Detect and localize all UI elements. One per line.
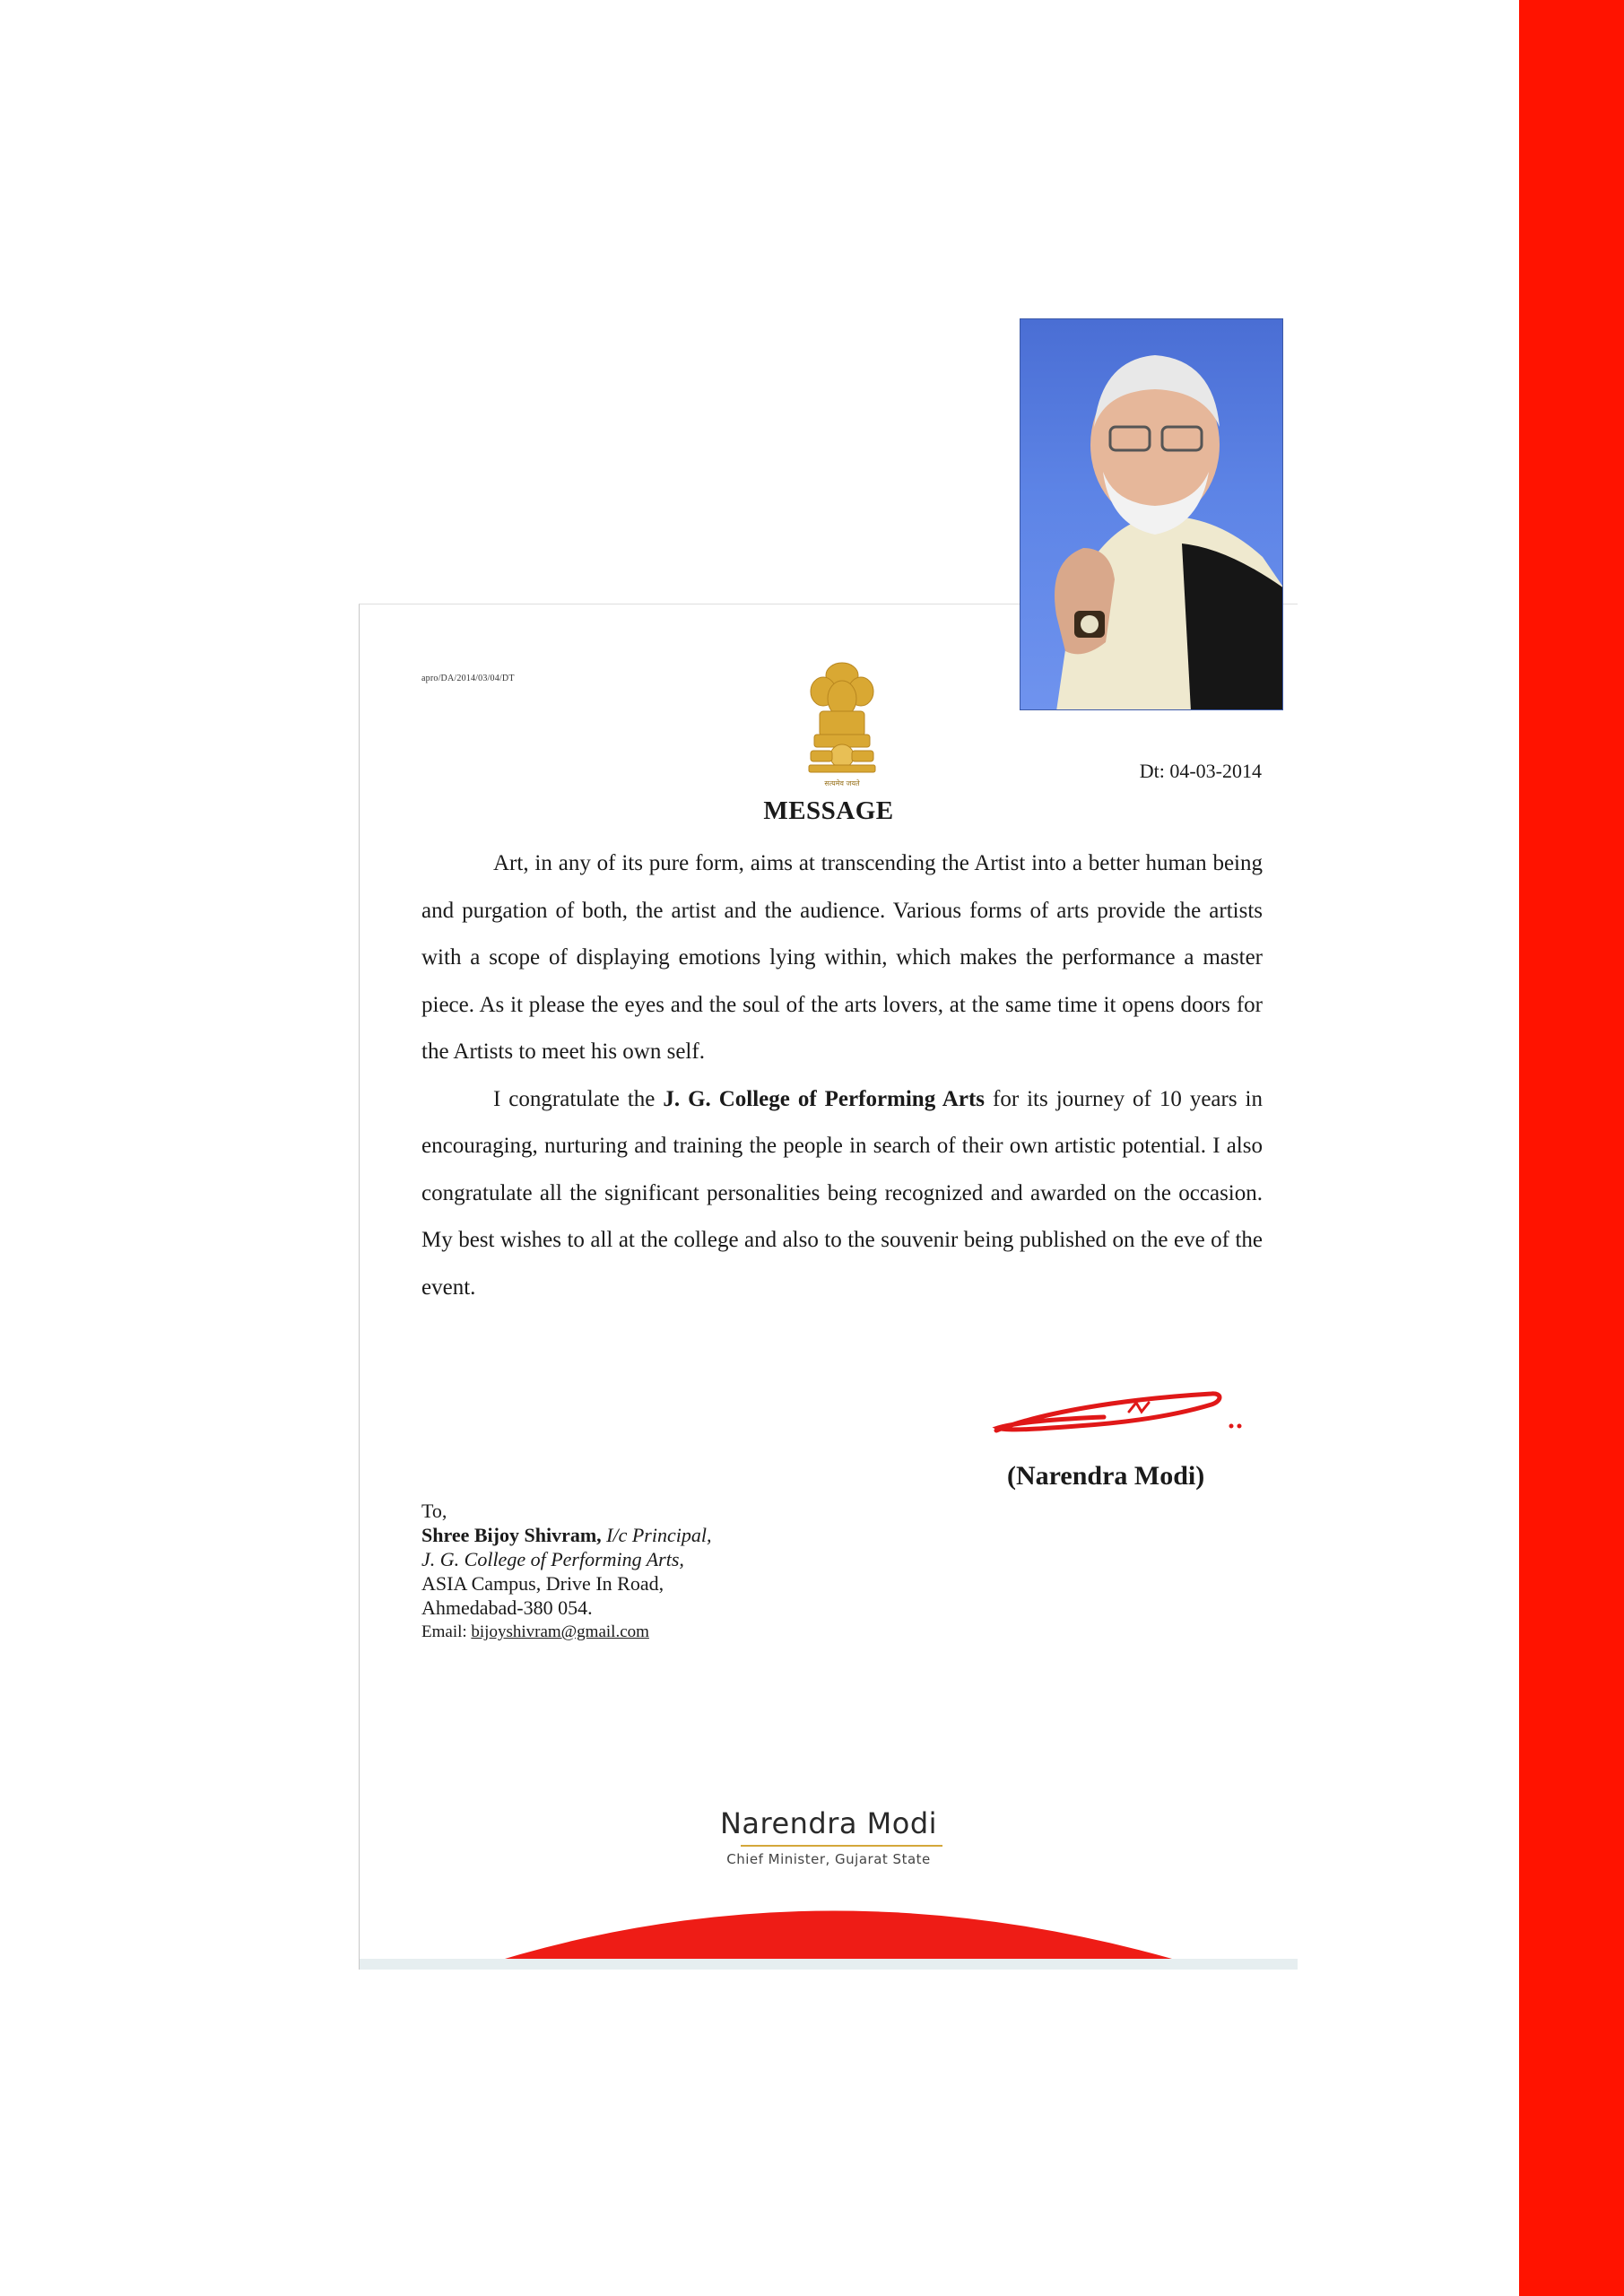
address-recipient-line <box>421 1523 711 1547</box>
letter-page <box>359 604 1298 1970</box>
recipient-college: J. G. College of Performing Arts, <box>421 1548 684 1570</box>
email-link[interactable]: bijoyshivram@gmail.com <box>471 1622 649 1641</box>
signer-name: (Narendra Modi) <box>1007 1461 1205 1491</box>
message-body <box>421 840 1263 1311</box>
recipient-city: Ahmedabad-380 054. <box>421 1596 593 1619</box>
recipient-street: ASIA Campus, Drive In Road, <box>421 1572 664 1595</box>
paragraph-2-intro: I congratulate the <box>493 1086 664 1111</box>
email-label: Email: <box>421 1622 472 1641</box>
message-heading: MESSAGE <box>763 796 894 825</box>
footer-name: Narendra Modi <box>719 1806 938 1840</box>
portrait-photo <box>1020 318 1283 710</box>
letter-date: Dt: 04-03-2014 <box>1139 760 1262 782</box>
red-side-strip <box>1519 0 1624 2296</box>
college-name-bold: J. G. College of Performing Arts <box>663 1086 986 1111</box>
portrait-figure <box>1020 319 1283 710</box>
footer-red-arc <box>360 1887 1298 1970</box>
footer-title: Chief Minister, Gujarat State <box>726 1851 931 1867</box>
paragraph-2-rest: for its journey of 10 years in encouraging, nurturing and training the people in search of their own artistic potential. I also congratulate all the significant personalities being recognized and awarded on the occasion. My best wishes to all at the college and also to the souvenir being published on the eve of the event. <box>421 1086 1263 1300</box>
paragraph-1: Art, in any of its pure form, aims at transcending the Artist into a better human being and purgation of both, the artist and the audience. Various forms of arts provide the artists with a scope of displaying emotions lying within, which makes the performance a master piece. As it please the eyes and the soul of the arts lovers, at the same time it opens doors for the Artists to meet his own self. <box>421 851 1263 1064</box>
recipient-name: Shree Bijoy Shivram, <box>421 1524 602 1546</box>
paragraph-2 <box>421 1076 1263 1312</box>
recipient-email-line <box>421 1620 711 1644</box>
footer-divider <box>741 1845 942 1847</box>
reference-number: apro/DA/2014/03/04/DT <box>421 674 515 683</box>
handwritten-signature <box>987 1381 1256 1444</box>
recipient-address <box>421 1499 711 1644</box>
address-to: To, <box>421 1500 447 1522</box>
recipient-role: I/c Principal, <box>606 1524 712 1546</box>
state-emblem <box>802 656 882 790</box>
emblem-motto: सत्यमेव जयते <box>824 779 860 787</box>
